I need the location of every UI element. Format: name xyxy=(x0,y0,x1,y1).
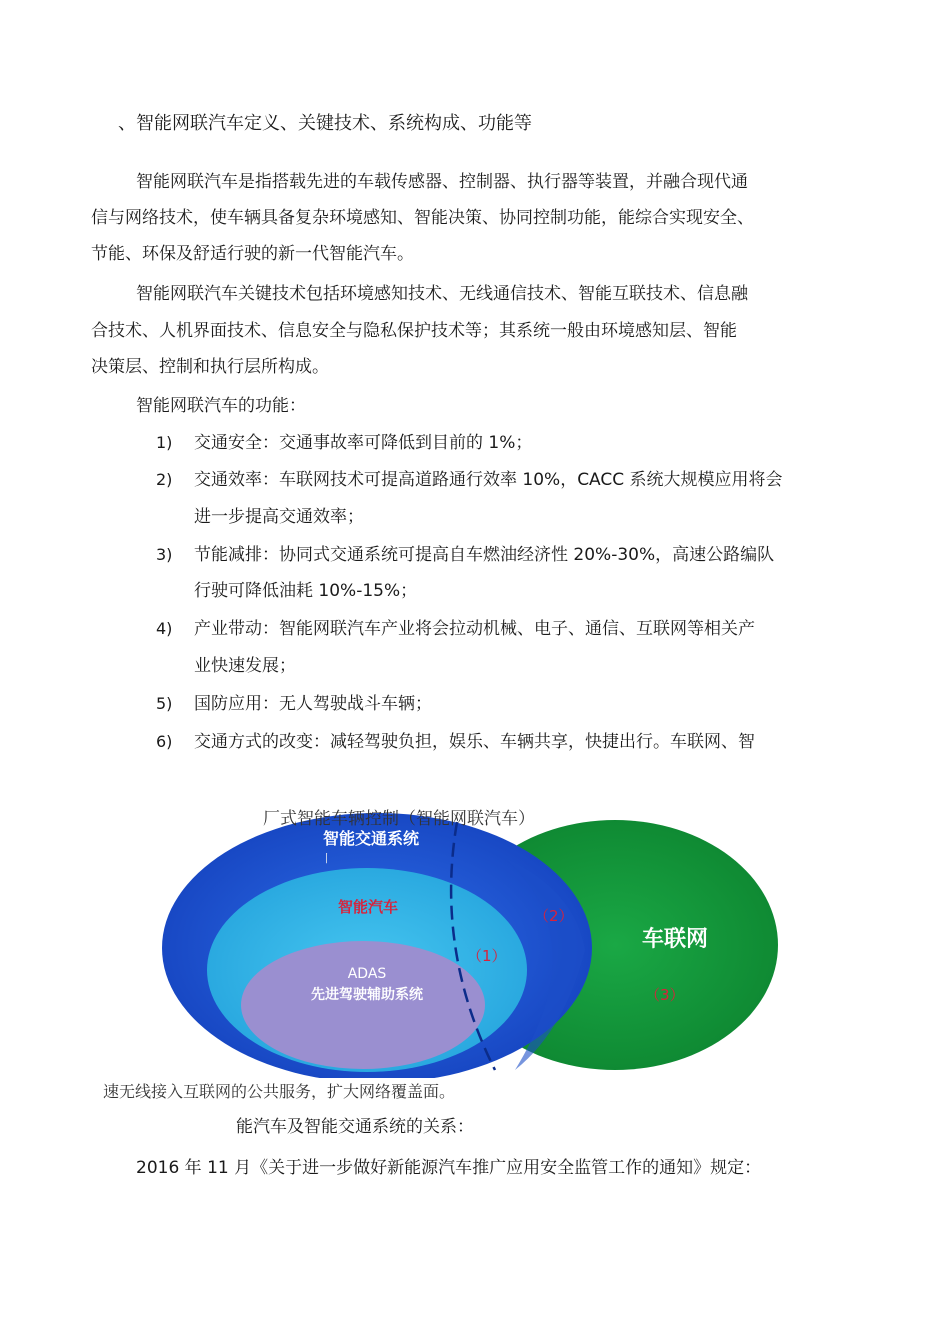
list-item-number: 5) xyxy=(156,694,173,713)
overlay-top-caption: 厂式智能车辆控制（智能网联汽车） xyxy=(263,809,535,829)
adas-subtitle: 先进驾驶辅助系统 xyxy=(311,987,423,1003)
para1-line: 智能网联汽车是指搭载先进的车载传感器、控制器、执行器等装置，并融合现代通 xyxy=(136,172,748,192)
list-item-number: 3) xyxy=(156,545,173,564)
para2-line: 合技术、人机界面技术、信息安全与隐私保护技术等；其系统一般由环境感知层、智能 xyxy=(91,321,737,341)
marker-2: （2） xyxy=(534,907,574,925)
marker-1: （1） xyxy=(467,947,507,965)
list-item-text: 行驶可降低油耗 10%-15%； xyxy=(194,581,418,601)
list-item-text: 交通方式的改变：减轻驾驶负担，娱乐、车辆共享，快捷出行。车联网、智 xyxy=(194,732,755,752)
section-heading: 、智能网联汽车定义、关键技术、系统构成、功能等 xyxy=(118,113,532,134)
functions-title: 智能网联汽车的功能： xyxy=(136,396,306,416)
ecosystem-diagram xyxy=(95,800,795,1100)
figure-caption: 能汽车及智能交通系统的关系： xyxy=(236,1117,474,1137)
stray-mark: 丨 xyxy=(321,852,332,865)
list-item-text: 产业带动：智能网联汽车产业将会拉动机械、电子、通信、互联网等相关产 xyxy=(194,619,755,639)
marker-3: （3） xyxy=(645,986,685,1004)
list-item-number: 4) xyxy=(156,619,173,638)
list-item-text: 交通效率：车联网技术可提高道路通行效率 10%，CACC 系统大规模应用将会 xyxy=(194,470,783,490)
adas-ellipse xyxy=(241,941,485,1069)
list-item-text: 国防应用：无人驾驶战斗车辆； xyxy=(194,694,432,714)
list-item-text: 交通安全：交通事故率可降低到目前的 1%； xyxy=(194,433,533,453)
its-label: 智能交通系统 xyxy=(322,829,420,848)
list-item-number: 1) xyxy=(156,433,173,452)
para2-line: 决策层、控制和执行层所构成。 xyxy=(91,357,329,377)
vehicle-network-label: 车联网 xyxy=(641,927,709,952)
para1-line: 节能、环保及舒适行驶的新一代智能汽车。 xyxy=(91,244,414,264)
list-item-text: 进一步提高交通效率； xyxy=(194,507,364,527)
para1-line: 信与网络技术，使车辆具备复杂环境感知、智能决策、协同控制功能，能综合实现安全、 xyxy=(91,208,754,228)
list-item-text: 节能减排：协同式交通系统可提高自车燃油经济性 20%-30%，高速公路编队 xyxy=(194,545,775,565)
list-item-number: 2) xyxy=(156,470,173,489)
adas-title: ADAS xyxy=(347,966,387,982)
smart-car-label: 智能汽车 xyxy=(337,898,399,916)
final-paragraph: 2016 年 11 月《关于进一步做好新能源汽车推广应用安全监管工作的通知》规定： xyxy=(136,1158,762,1178)
list-item-number: 6) xyxy=(156,732,173,751)
list-item-text: 业快速发展； xyxy=(194,656,296,676)
para2-line: 智能网联汽车关键技术包括环境感知技术、无线通信技术、智能互联技术、信息融 xyxy=(136,284,748,304)
overlay-bottom-caption: 速无线接入互联网的公共服务，扩大网络覆盖面。 xyxy=(103,1082,456,1100)
